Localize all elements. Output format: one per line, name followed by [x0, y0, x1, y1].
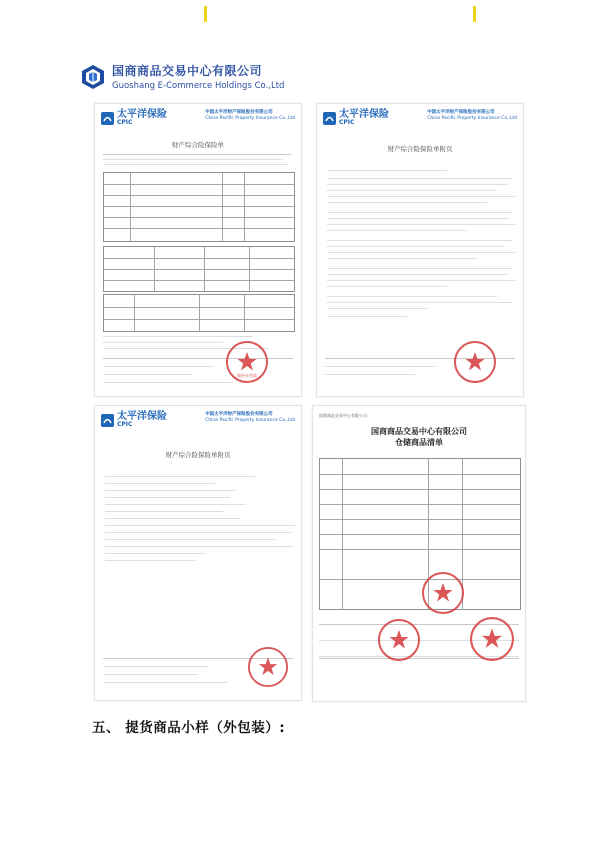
insurer-corp-name [205, 412, 295, 424]
company-seal-stamp [421, 571, 465, 615]
binder-mark-right [473, 6, 476, 22]
annex-title: 财产综合险保险单附页 [387, 145, 453, 153]
company-seal-stamp [453, 340, 497, 384]
policy-table-top [103, 172, 295, 242]
cpic-badge-icon [323, 112, 336, 125]
policy-annex-sheet-1 [316, 103, 524, 397]
cpic-logo [323, 110, 389, 126]
company-header [80, 62, 284, 91]
company-seal-stamp [247, 646, 289, 688]
cpic-brand-cn: 太平洋保险 [117, 411, 167, 422]
insurance-policy-sheet [94, 103, 302, 397]
company-logo-icon [80, 64, 106, 90]
company-name-cn: 国商商品交易中心有限公司 [112, 64, 263, 78]
insurer-corp-name [427, 110, 517, 122]
policy-annex-sheet-2 [94, 405, 302, 701]
list-header-company: 国商商品交易中心有限公司 [319, 413, 367, 418]
insurer-corp-cn: 中国太平洋财产保险股份有限公司 [205, 110, 273, 115]
warehouse-goods-table [319, 458, 521, 610]
section-heading: 五、 提货商品小样（外包装）: [92, 720, 286, 736]
company-seal-stamp [377, 618, 421, 662]
cpic-logo [101, 412, 167, 428]
policy-table-lower [103, 294, 295, 332]
insurer-corp-en: China Pacific Property Insurance Co.,Ltd [427, 115, 517, 121]
cpic-logo [101, 110, 167, 126]
binder-mark-left [204, 6, 207, 22]
warehouse-goods-list-sheet [312, 405, 526, 702]
annex-title: 财产综合险保险单附页 [165, 451, 231, 459]
list-company-title: 国商商品交易中心有限公司 [371, 427, 467, 436]
cpic-brand-en: CPIC [339, 119, 355, 126]
company-seal-stamp [469, 616, 515, 662]
policy-table-middle [103, 246, 295, 292]
cpic-brand-cn: 太平洋保险 [117, 109, 167, 120]
insurer-corp-name [205, 110, 295, 122]
insurer-corp-en: China Pacific Property Insurance Co.,Ltd [205, 115, 295, 121]
insurer-corp-en: China Pacific Property Insurance Co.,Ltd [205, 417, 295, 423]
cpic-brand-cn: 太平洋保险 [339, 109, 389, 120]
policy-title: 财产综合险保险单 [172, 141, 224, 149]
company-seal-stamp [225, 340, 269, 384]
list-title: 仓储商品清单 [395, 438, 443, 447]
insurer-corp-cn: 中国太平洋财产保险股份有限公司 [205, 412, 273, 417]
svg-text:保单专用章: 保单专用章 [237, 373, 257, 378]
company-name-en: Guoshang E-Commerce Holdings Co.,Ltd [112, 81, 285, 91]
cpic-badge-icon [101, 112, 114, 125]
insurer-corp-cn: 中国太平洋财产保险股份有限公司 [427, 110, 495, 115]
cpic-badge-icon [101, 414, 114, 427]
cpic-brand-en: CPIC [117, 119, 133, 126]
cpic-brand-en: CPIC [117, 421, 133, 428]
